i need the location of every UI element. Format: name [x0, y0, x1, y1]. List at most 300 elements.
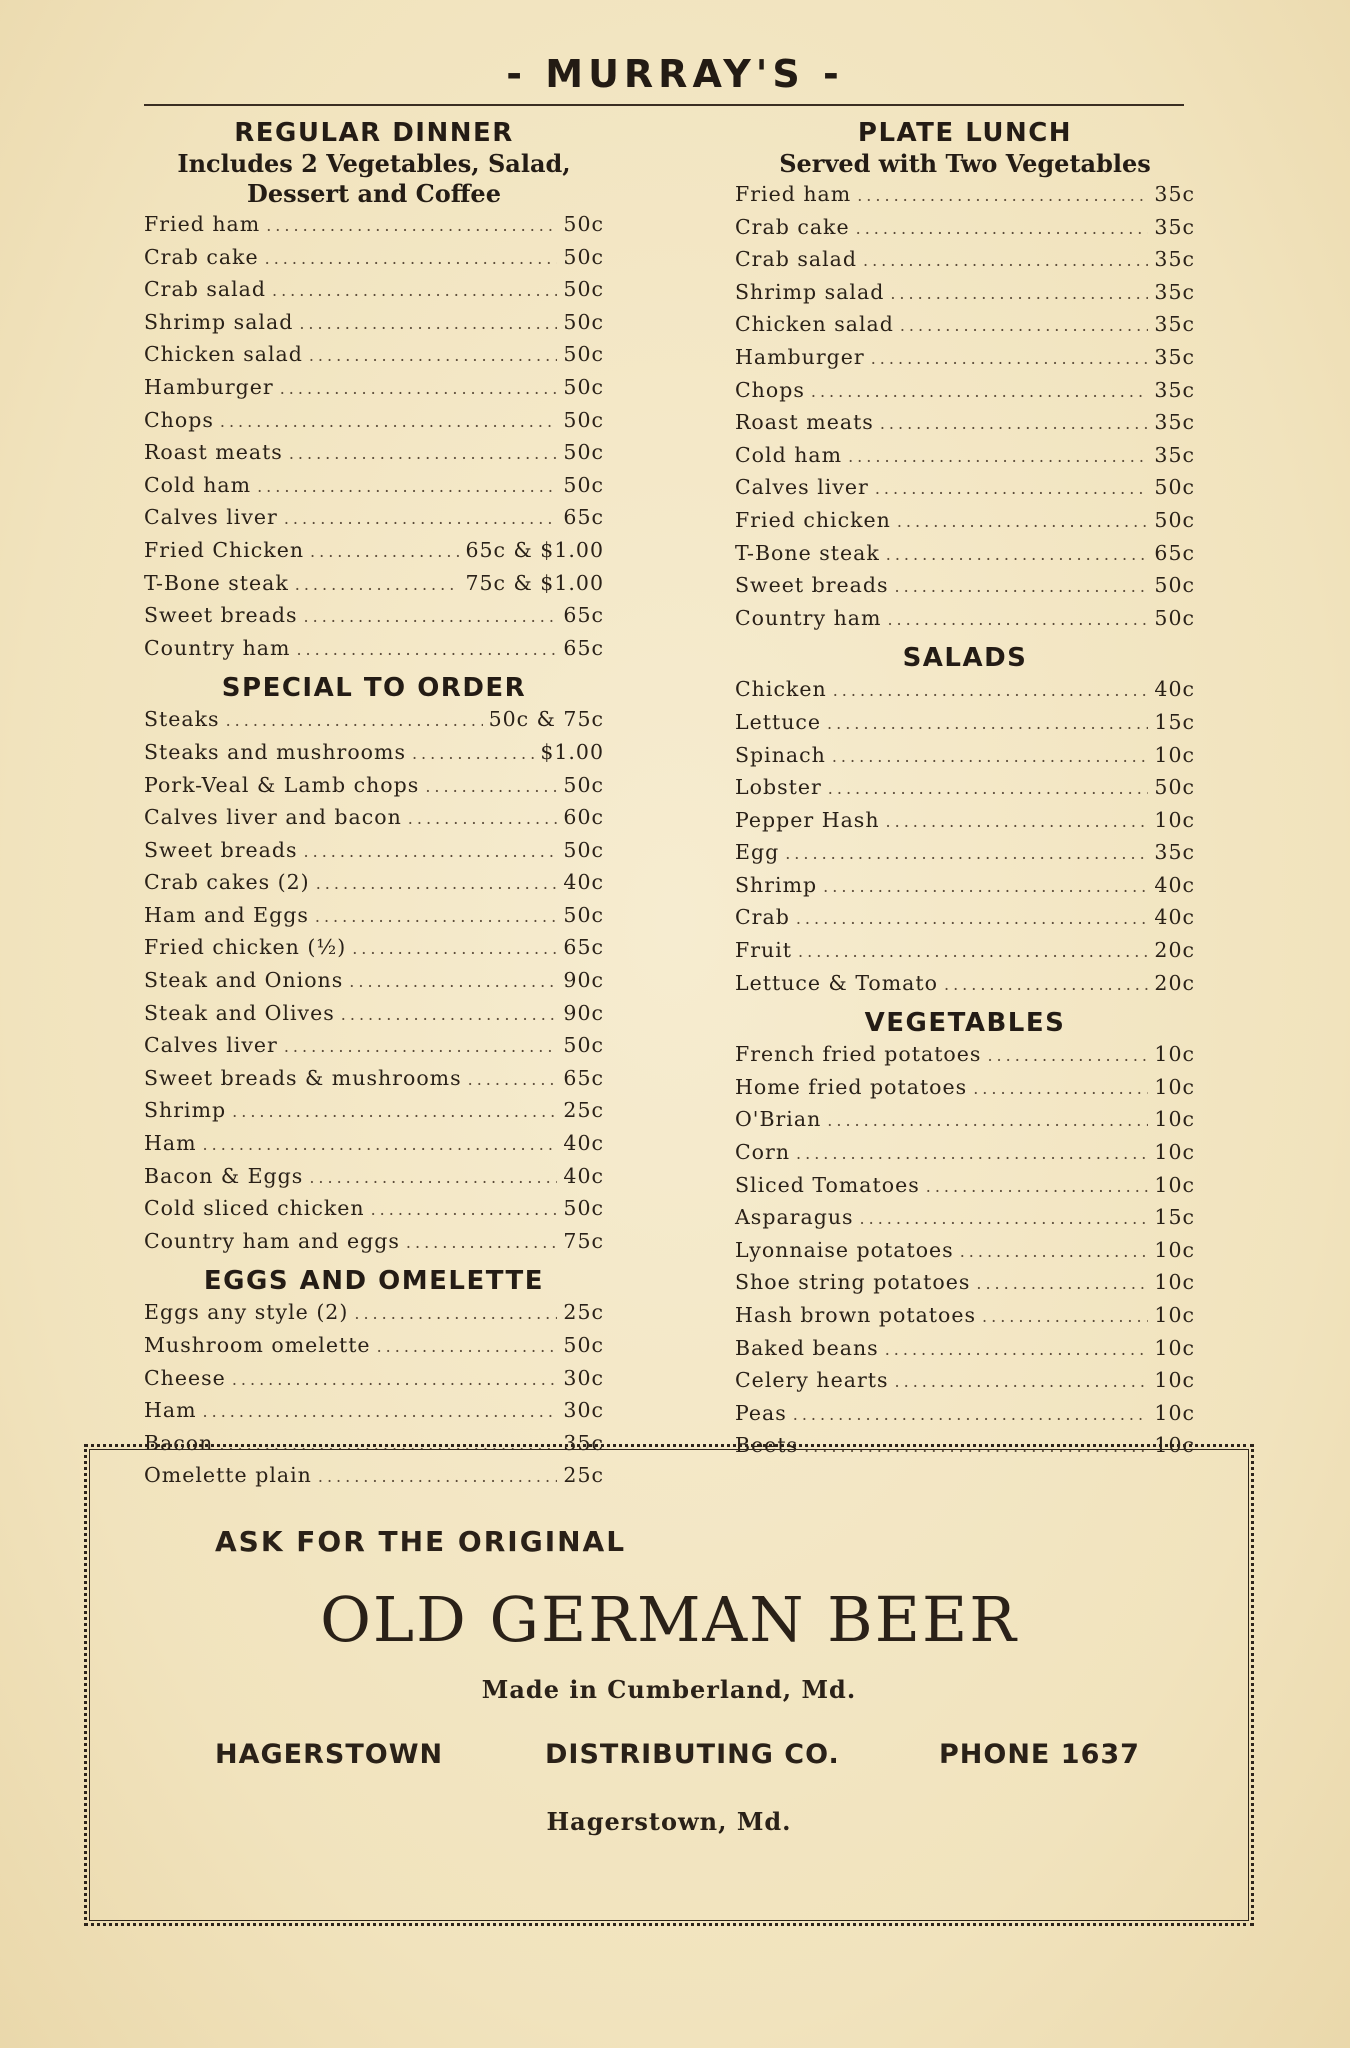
menu-item-price: 10c [1154, 1270, 1195, 1295]
menu-item-price: 10c [1154, 1042, 1195, 1067]
menu-item-price: 10c [1154, 1368, 1195, 1393]
menu-item [735, 570, 1195, 603]
section-subtitle: Includes 2 Vegetables, Salad, [177, 149, 571, 178]
menu-item-name: Lyonnaise potatoes [735, 1237, 954, 1262]
dot-leader [299, 309, 557, 340]
menu-item [735, 740, 1195, 773]
ad-city-left: HAGERSTOWN [215, 1739, 444, 1770]
menu-item-name: Hash brown potatoes [735, 1303, 977, 1327]
menu-item-price: 50c [563, 244, 604, 269]
dot-leader [848, 442, 1148, 473]
dot-leader [900, 311, 1149, 342]
menu-item [144, 1128, 604, 1161]
menu-item-price: 10c [1154, 1172, 1195, 1197]
menu-item-price: 50c [563, 472, 604, 497]
menu-item-name: Steaks [144, 707, 220, 732]
menu-item-name: Shoe string potatoes [735, 1270, 971, 1295]
menu-item-price: 65c [563, 505, 604, 530]
right-column [735, 118, 1195, 1463]
menu-item-price: 35c [1154, 377, 1195, 402]
menu-item [144, 965, 604, 998]
menu-item-price: 10c [1154, 1107, 1195, 1132]
menu-item-price: 10c [1154, 1140, 1195, 1165]
dot-leader [377, 1332, 558, 1363]
menu-item [735, 244, 1195, 277]
dot-leader [468, 1065, 558, 1096]
menu-item-price: 90c [563, 1000, 604, 1025]
dot-leader [987, 1041, 1148, 1072]
dot-leader [289, 439, 558, 470]
dot-leader [886, 807, 1149, 838]
dot-leader [309, 341, 558, 372]
menu-item-name: Country ham [735, 605, 882, 630]
menu-item-name: Fried ham [735, 182, 852, 206]
menu-item-price: 65c & $1.00 [465, 537, 604, 562]
menu-item-price: 50c [563, 407, 604, 432]
dot-leader [316, 869, 558, 900]
menu-item [735, 179, 1195, 212]
menu-item [144, 1395, 604, 1428]
menu-item-name: Shrimp [735, 872, 818, 897]
menu-item-price: 10c [1154, 1074, 1195, 1099]
menu-item-name: Crab cakes (2) [144, 870, 310, 895]
menu-item [735, 277, 1195, 310]
menu-item-name: Chops [144, 407, 214, 432]
menu-item [144, 998, 604, 1031]
dot-leader [232, 1097, 557, 1128]
dot-leader [349, 967, 557, 998]
dot-leader [304, 602, 558, 633]
menu-item-name: Crab cake [735, 214, 850, 239]
menu-item-price: 10c [1154, 1400, 1195, 1425]
menu-item-name: Crab cake [144, 244, 259, 269]
section-gap [735, 1000, 1195, 1008]
menu-item-price: 35c [1154, 840, 1195, 865]
menu-item-price: 65c [1154, 540, 1195, 565]
menu-item-price: 40c [1154, 905, 1195, 930]
dot-leader [203, 1130, 558, 1161]
menu-item-price: 25c [563, 1098, 604, 1123]
menu-item [144, 1063, 604, 1096]
dot-leader [284, 1032, 558, 1063]
dot-leader [304, 837, 558, 868]
menu-item-name: Shrimp [144, 1098, 227, 1123]
menu-item-name: Sweet breads [144, 837, 298, 862]
menu-item-name: Sliced Tomatoes [735, 1172, 920, 1197]
menu-item [144, 1330, 604, 1363]
section-gap [735, 635, 1195, 643]
menu-item [144, 470, 604, 503]
ad-company: DISTRIBUTING CO. [545, 1739, 840, 1770]
menu-item-name: Roast meats [144, 440, 283, 465]
menu-item [735, 1137, 1195, 1170]
dot-leader [796, 1139, 1148, 1170]
menu-item [144, 704, 604, 737]
menu-item-name: Steaks and mushrooms [144, 739, 406, 764]
menu-item-price: 10c [1154, 1303, 1195, 1327]
dot-leader [425, 772, 557, 803]
menu-item [144, 1226, 604, 1259]
ad-ask-text: ASK FOR THE ORIGINAL [215, 1525, 627, 1558]
menu-item-name: Calves liver [144, 505, 278, 530]
menu-item-name: Home fried potatoes [735, 1074, 968, 1099]
menu-item-price: 50c [563, 1333, 604, 1357]
menu-item-price: 35c [563, 1430, 604, 1455]
menu-item [735, 1398, 1195, 1431]
menu-item [735, 805, 1195, 838]
menu-item-name: Chicken salad [735, 312, 894, 337]
menu-item-price: 40c [1154, 872, 1195, 897]
menu-item-name: O'Brian [735, 1107, 822, 1132]
dot-leader [871, 344, 1149, 375]
dot-leader [885, 1335, 1149, 1366]
section-title: SPECIAL TO ORDER [221, 673, 527, 704]
dot-leader [266, 211, 557, 242]
menu-item [144, 737, 604, 770]
menu-item [735, 1202, 1195, 1235]
menu-item-name: Cold sliced chicken [144, 1196, 365, 1221]
section-title: SALADS [902, 643, 1028, 674]
menu-item [144, 502, 604, 535]
dot-leader [354, 1299, 557, 1330]
menu-item [735, 407, 1195, 440]
menu-item-name: Crab salad [144, 277, 266, 302]
menu-item [144, 1161, 604, 1194]
menu-item-price: 50c [563, 1196, 604, 1221]
menu-item-name: Pork-Veal & Lamb chops [144, 772, 420, 797]
menu-item-price: 35c [1154, 182, 1195, 206]
menu-item-name: Hamburger [735, 344, 865, 369]
menu-item [735, 772, 1195, 805]
menu-item [144, 568, 604, 601]
menu-item [144, 437, 604, 470]
menu-item [144, 209, 604, 242]
menu-item-price: 10c [1154, 807, 1195, 832]
menu-item-name: Crab salad [735, 247, 857, 272]
dot-leader [284, 504, 558, 535]
menu-item-name: Country ham [144, 635, 291, 660]
menu-item-name: Ham and Eggs [144, 902, 309, 927]
dot-leader [976, 1269, 1148, 1300]
menu-item [735, 1072, 1195, 1105]
dot-leader [406, 1228, 558, 1259]
menu-item-price: 50c [1154, 775, 1195, 800]
menu-item-price: 40c [563, 1163, 604, 1188]
dot-leader [226, 706, 483, 737]
menu-item [144, 242, 604, 275]
menu-item-name: Shrimp salad [144, 309, 294, 334]
dot-leader [875, 474, 1149, 505]
menu-item [144, 802, 604, 835]
dot-leader [897, 507, 1149, 538]
menu-item-price: 10c [1154, 1433, 1195, 1458]
menu-item-name: Calves liver [144, 1033, 278, 1058]
menu-item-price: 30c [563, 1365, 604, 1390]
menu-item-price: 75c [563, 1228, 604, 1253]
dot-leader [890, 279, 1148, 310]
dot-leader [220, 407, 558, 438]
menu-item-name: Omelette plain [144, 1463, 312, 1488]
dot-leader [408, 804, 558, 835]
dot-leader [295, 570, 460, 601]
menu-item [144, 1363, 604, 1396]
dot-leader [296, 635, 557, 666]
menu-item-name: Bacon [144, 1430, 214, 1455]
menu-item-price: 50c [563, 342, 604, 367]
menu-item-name: Fruit [735, 938, 793, 963]
menu-item-price: 30c [563, 1398, 604, 1423]
menu-item-price: 10c [1154, 1335, 1195, 1360]
menu-item-name: Fried chicken (½) [144, 935, 347, 960]
menu-item [735, 1235, 1195, 1268]
menu-item-name: Cold ham [144, 472, 252, 497]
menu-item [735, 212, 1195, 245]
menu-item-name: Crab [735, 905, 790, 930]
ad-phone: PHONE 1637 [939, 1739, 1140, 1770]
menu-item [735, 674, 1195, 707]
dot-leader [887, 605, 1148, 636]
dot-leader [257, 472, 557, 503]
menu-item-name: Spinach [735, 742, 826, 767]
menu-item-price: 10c [1154, 742, 1195, 767]
menu-item [735, 707, 1195, 740]
menu-item-name: Sweet breads [144, 603, 298, 628]
menu-item-price: 50c [563, 837, 604, 862]
menu-item-price: 60c [563, 805, 604, 830]
menu-item [735, 968, 1195, 1001]
dot-leader [309, 1163, 557, 1194]
menu-item-name: Cold ham [735, 442, 843, 467]
menu-item [735, 505, 1195, 538]
dot-leader [265, 244, 558, 275]
dot-leader [895, 1367, 1149, 1398]
menu-item-name: Cheese [144, 1365, 226, 1390]
dot-leader [863, 246, 1148, 277]
menu-item [735, 1300, 1195, 1333]
menu-item-price: 50c [563, 440, 604, 465]
menu-item-name: T-Bone steak [144, 570, 289, 595]
menu-item-price: 15c [1154, 1205, 1195, 1230]
menu-item-name: Steak and Olives [144, 1000, 335, 1025]
menu-item [144, 535, 604, 568]
menu-item-name: Hamburger [144, 374, 274, 399]
menu-item-price: 65c [563, 1065, 604, 1090]
menu-item-price: 10c [1154, 1237, 1195, 1262]
menu-item-price: 20c [1154, 970, 1195, 995]
menu-item-price: 35c [1154, 214, 1195, 239]
dot-leader [811, 377, 1149, 408]
menu-item-price: 50c [563, 212, 604, 236]
dot-leader [203, 1397, 558, 1428]
menu-item-price: 50c [563, 772, 604, 797]
menu-item [144, 867, 604, 900]
menu-item-name: Ham [144, 1131, 197, 1156]
menu-item-price: 15c [1154, 709, 1195, 734]
menu-item-price: 50c [563, 1033, 604, 1058]
ad-city: Hagerstown, Md. [546, 1807, 792, 1836]
dot-leader [895, 572, 1149, 603]
dot-leader [827, 1106, 1148, 1137]
menu-item-price: 25c [563, 1300, 604, 1325]
menu-item-name: Fried ham [144, 212, 261, 236]
menu-item-price: 65c [563, 935, 604, 960]
menu-item [735, 870, 1195, 903]
section-title: VEGETABLES [864, 1008, 1066, 1039]
menu-item-price: $1.00 [540, 739, 604, 764]
menu-item-name: Eggs any style (2) [144, 1300, 349, 1325]
menu-item [144, 1030, 604, 1063]
section-subtitle: Served with Two Vegetables [779, 149, 1151, 178]
menu-item [735, 1333, 1195, 1366]
dot-leader [785, 839, 1148, 870]
menu-item-price: 50c [1154, 475, 1195, 500]
menu-item-name: Asparagus [735, 1205, 854, 1230]
dot-leader [973, 1074, 1148, 1105]
dot-leader [272, 276, 557, 307]
ad-made-in: Made in Cumberland, Md. [481, 1675, 857, 1704]
menu-item [735, 1039, 1195, 1072]
section-gap [144, 1258, 604, 1266]
menu-item-price: 75c & $1.00 [465, 570, 604, 595]
dot-leader [856, 214, 1149, 245]
menu-item [735, 1267, 1195, 1300]
menu-item-price: 50c [563, 902, 604, 927]
menu-item [144, 1297, 604, 1330]
menu-item-name: Steak and Onions [144, 968, 344, 993]
dot-leader [926, 1172, 1149, 1203]
menu-item-name: Egg [735, 840, 780, 865]
dot-leader [796, 904, 1149, 935]
menu-item-name: Ham [144, 1398, 197, 1423]
menu-item [735, 375, 1195, 408]
menu-item [144, 900, 604, 933]
menu-item-name: Shrimp salad [735, 279, 885, 304]
menu-item [144, 307, 604, 340]
section-title: REGULAR DINNER [234, 118, 514, 148]
menu-item-price: 40c [563, 1131, 604, 1156]
menu-item-name: Mushroom omelette [144, 1333, 371, 1357]
beer-advertisement [84, 1444, 1254, 1926]
menu-item-name: Peas [735, 1400, 787, 1425]
menu-item-price: 35c [1154, 344, 1195, 369]
menu-item-price: 50c [563, 374, 604, 399]
menu-item-price: 35c [1154, 410, 1195, 435]
menu-item-name: Chicken salad [144, 342, 303, 367]
menu-item-name: Calves liver and bacon [144, 805, 402, 830]
menu-item-price: 40c [563, 870, 604, 895]
menu-item-name: Chicken [735, 677, 827, 702]
menu-item [144, 633, 604, 666]
menu-item [735, 342, 1195, 375]
dot-leader [886, 540, 1149, 571]
ad-brand-name: OLD GERMAN BEER [320, 1583, 1018, 1656]
menu-item-price: 65c [563, 635, 604, 660]
menu-item [735, 837, 1195, 870]
menu-item-price: 50c & 75c [488, 707, 604, 732]
dot-leader [371, 1195, 558, 1226]
left-column [144, 118, 604, 1493]
menu-item-name: Corn [735, 1140, 791, 1165]
menu-item-name: Sweet breads & mushrooms [144, 1065, 462, 1090]
dot-leader [828, 774, 1149, 805]
section-title: EGGS AND OMELETTE [203, 1266, 545, 1297]
dot-leader [232, 1365, 558, 1396]
menu-item-name: Fried Chicken [144, 537, 305, 562]
menu-item [144, 405, 604, 438]
dot-leader [944, 970, 1148, 1001]
dot-leader [341, 1000, 558, 1031]
section-gap [144, 665, 604, 673]
menu-item-name: Sweet breads [735, 573, 889, 598]
dot-leader [960, 1237, 1149, 1268]
dot-leader [793, 1400, 1149, 1431]
dot-leader [982, 1302, 1148, 1333]
dot-leader [310, 537, 459, 568]
menu-item [735, 1365, 1195, 1398]
menu-item [144, 1095, 604, 1128]
menu-item-price: 50c [1154, 573, 1195, 598]
menu-item-price: 35c [1154, 247, 1195, 272]
menu-item [144, 372, 604, 405]
menu-item-name: Bacon & Eggs [144, 1163, 304, 1188]
menu-item-name: Lettuce & Tomato [735, 970, 938, 995]
menu-item-price: 65c [563, 603, 604, 628]
menu-item [735, 538, 1195, 571]
dot-leader [880, 409, 1149, 440]
menu-item-price: 35c [1154, 312, 1195, 337]
menu-item [735, 1104, 1195, 1137]
dot-leader [860, 1204, 1149, 1235]
menu-item-name: Lettuce [735, 709, 822, 734]
menu-item-price: 20c [1154, 938, 1195, 963]
menu-item [735, 472, 1195, 505]
section-subtitle: Dessert and Coffee [247, 179, 501, 208]
dot-leader [412, 739, 534, 770]
dot-leader [832, 742, 1149, 773]
menu-item [144, 770, 604, 803]
menu-item-name: Celery hearts [735, 1368, 889, 1393]
menu-item-name: French fried potatoes [735, 1042, 982, 1067]
dot-leader [798, 937, 1148, 968]
menu-item-name: Calves liver [735, 475, 869, 500]
menu-item-name: Country ham and eggs [144, 1228, 400, 1253]
menu-item-name: Chops [735, 377, 805, 402]
menu-item-name: Lobster [735, 775, 822, 800]
menu-item-name: Fried chicken [735, 507, 891, 532]
menu-item-price: 90c [563, 968, 604, 993]
menu-item-price: 50c [563, 309, 604, 334]
menu-item-name: Pepper Hash [735, 807, 880, 832]
dot-leader [280, 374, 558, 405]
dot-leader [833, 676, 1149, 707]
menu-item-price: 25c [563, 1463, 604, 1488]
menu-item [735, 902, 1195, 935]
menu-item [144, 932, 604, 965]
menu-title: - MURRAY'S - [506, 52, 844, 96]
dot-leader [857, 181, 1148, 212]
menu-item [735, 1170, 1195, 1203]
menu-item [735, 309, 1195, 342]
menu-item [735, 935, 1195, 968]
menu-item-name: Roast meats [735, 410, 874, 435]
menu-item-price: 50c [1154, 605, 1195, 630]
menu-item [735, 603, 1195, 636]
menu-item [144, 274, 604, 307]
menu-item [144, 1193, 604, 1226]
menu-item-price: 35c [1154, 442, 1195, 467]
menu-item-price: 40c [1154, 677, 1195, 702]
menu-item [144, 835, 604, 868]
